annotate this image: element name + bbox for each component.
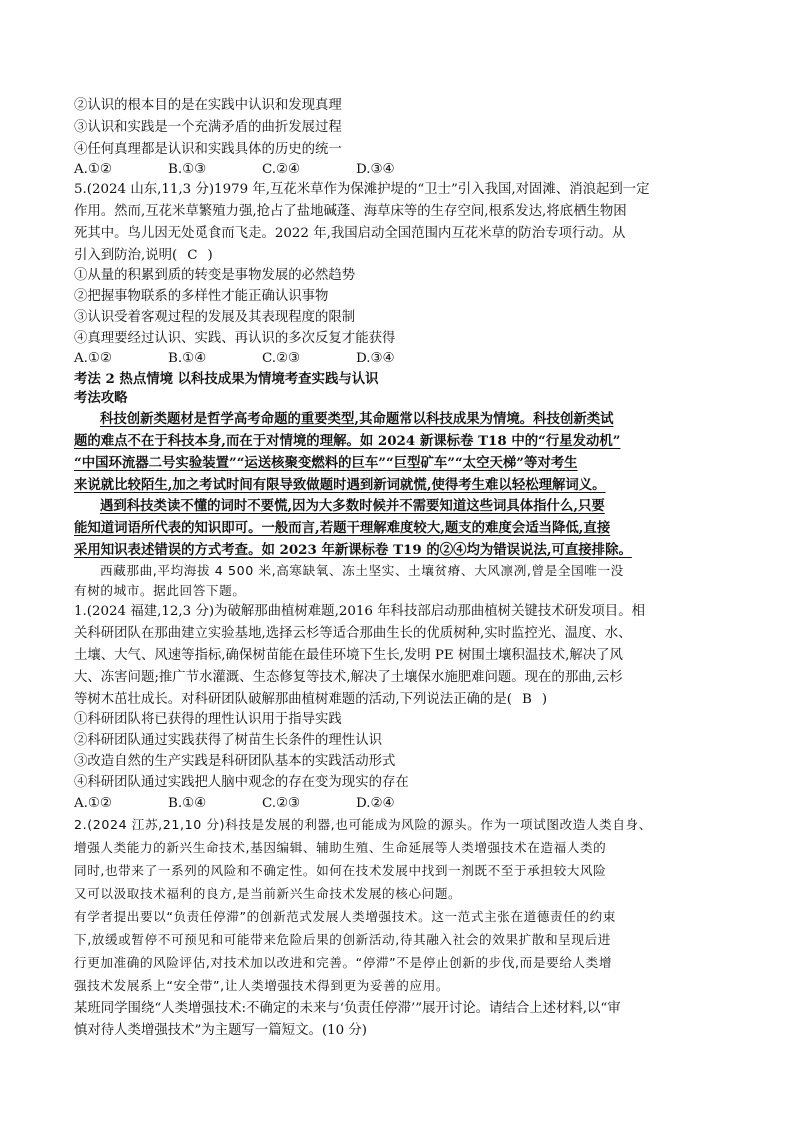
- q2-line-1: 2.(2024 江苏,21,10 分)科技是发展的利器,也可能成为风险的源头。作为一项试图改造人类自身、: [74, 817, 652, 832]
- strategy-p1-line-3: “中国环流器二号实验装置”“运送核聚变燃料的巨车”“巨型矿车”“太空天梯”等对考生: [74, 455, 578, 471]
- q5-statement-3: ③认识受着客观过程的发展及其表现程度的限制: [74, 310, 356, 325]
- q1-stem-end: ): [541, 692, 548, 707]
- material-intro-line-2: 有树的城市。据此回答下题。: [74, 583, 246, 598]
- prev-options: [74, 160, 450, 180]
- q5-line-2: 作用。然而,互花米草繁殖力强,抢占了盐地碱蓬、海草床等的生存空间,根系发达,将底栖生物困: [74, 204, 627, 219]
- q5-stem: 引入到防治,说明(: [74, 248, 178, 263]
- option-b: B.①④: [168, 351, 207, 366]
- section-heading: 考法 2 热点情境 以科技成果为情境考查实践与认识: [74, 371, 379, 387]
- q1-statement-3: ③改造自然的生产实践是科研团队基本的实践活动形式: [74, 754, 396, 769]
- option-a: A.①②: [74, 162, 112, 177]
- option-b: B.①③: [168, 162, 207, 177]
- material-intro-line-1: 西藏那曲,平均海拔 4 500 米,高寒缺氧、冻土坚实、土壤贫瘠、大风凛冽,曾是全国唯一没: [100, 563, 624, 578]
- q2-line-2: 增强人类能力的新兴生命技术,基因编辑、辅助生殖、生命延展等人类增强技术在造福人类的: [74, 840, 607, 855]
- option-d: D.②④: [356, 796, 395, 811]
- strategy-label: 考法攻略: [74, 390, 128, 406]
- q2-para2-line-2: 下,放缓或暂停不可预见和可能带来危险后果的创新活动,待其融入社会的效果扩散和呈现后进: [74, 932, 611, 947]
- strategy-p2-line-1: 遇到科技类读不懂的词时不要慌,因为大多数时候并不需要知道这些词具体指什么,只要: [100, 498, 605, 514]
- prev-statement-2: ②认识的根本目的是在实践中认识和发现真理: [74, 98, 342, 113]
- q1-options: [74, 794, 450, 814]
- q5-line-4: [74, 246, 213, 266]
- option-c: C.②③: [262, 796, 301, 811]
- q1-line-1: 1.(2024 福建,12,3 分)为破解那曲植树难题,2016 年科技部启动那曲植树关键技术研发项目。相: [74, 604, 645, 619]
- prev-statement-3: ③认识和实践是一个充满矛盾的曲折发展过程: [74, 120, 342, 135]
- q1-statement-1: ①科研团队将已获得的理性认识用于指导实践: [74, 712, 342, 727]
- q2-line-3: 同时,也带来了一系列的风险和不确定性。如何在技术发展中找到一剂既不至于承担较大风险: [74, 863, 607, 878]
- q5-line-3: 死其中。鸟儿因无处觅食而飞走。2022 年,我国启动全国范围内互花米草的防治专项行动。从: [74, 226, 626, 241]
- q5-statement-4: ④真理要经过认识、实践、再认识的多次反复才能获得: [74, 331, 396, 346]
- q5-line-1: 5.(2024 山东,11,3 分)1979 年,互花米草作为保滩护堤的“卫士”引入我国,对固滩、消浪起到一定: [74, 182, 650, 197]
- q1-line-2: 关科研团队在那曲建立实验基地,选择云杉等适合那曲生长的优质树种,实时监控光、温度、水、: [74, 626, 632, 641]
- strategy-p1-line-2: 题的难点不在于科技本身,而在于对情境的理解。如 2024 新课标卷 T18 中的“行星发动机”: [74, 433, 621, 449]
- q2-para2-line-1: 有学者提出要以“负责任停滞”的创新范式发展人类增强技术。这一范式主张在道德责任的约束: [74, 909, 616, 924]
- q1-line-5: [74, 690, 547, 710]
- q1-line-3: 土壤、大气、风速等指标,确保树苗能在最佳环境下生长,发明 PE 树围土壤积温技术,解决了风: [74, 648, 623, 663]
- q5-options: [74, 349, 450, 369]
- strategy-p2-line-2: 能知道词语所代表的知识即可。一般而言,若题干理解难度较大,题支的难度会适当降低,直接: [74, 520, 611, 536]
- q5-statement-1: ①从量的积累到质的转变是事物发展的必然趋势: [74, 268, 356, 283]
- q2-line-4: 又可以汲取技术福利的良方,是当前新兴生命技术发展的核心问题。: [74, 886, 462, 901]
- q5-answer: C: [187, 248, 198, 263]
- q1-line-4: 大、冻害问题;推广节水灌溉、生态修复等技术,解决了土壤保水施肥难问题。现在的那曲,云杉: [74, 670, 623, 685]
- option-a: A.①②: [74, 351, 112, 366]
- option-c: C.②④: [262, 162, 301, 177]
- strategy-p1-line-1: 科技创新类题材是哲学高考命题的重要类型,其命题常以科技成果为情境。科技创新类试: [100, 411, 614, 427]
- strategy-p2-line-3: 采用知识表述错误的方式考查。如 2023 年新课标卷 T19 的②④均为错误说法,可直接排除。: [74, 542, 632, 558]
- q5-stem-end: ): [207, 248, 213, 263]
- option-d: D.③④: [356, 162, 395, 177]
- option-b: B.①④: [168, 796, 207, 811]
- q1-statement-2: ②科研团队通过实践获得了树苗生长条件的理性认识: [74, 733, 382, 748]
- prev-statement-4: ④任何真理都是认识和实践具体的历史的统一: [74, 142, 342, 157]
- option-d: D.③④: [356, 351, 395, 366]
- q2-para2-line-4: 强技术发展系上“安全带”,让人类增强技术得到更为妥善的应用。: [74, 978, 450, 993]
- q2-para2-line-3: 行更加准确的风险评估,对技术加以改进和完善。“停滞”不是停止创新的步伐,而是要给人类增: [74, 955, 613, 970]
- q1-answer: B: [521, 692, 532, 707]
- q5-statement-2: ②把握事物联系的多样性才能正确认识事物: [74, 289, 329, 304]
- strategy-p1-line-4: 来说就比较陌生,加之考试时间有限导致做题时遇到新词就慌,使得考生难以轻松理解词义。: [74, 477, 606, 493]
- q2-task-line-2: 慎对待人类增强技术”为主题写一篇短文。(10 分): [74, 1023, 368, 1038]
- q1-stem: 等树木茁壮成长。对科研团队破解那曲植树难题的活动,下列说法正确的是(: [74, 692, 512, 707]
- option-a: A.①②: [74, 796, 112, 811]
- option-c: C.②③: [262, 351, 301, 366]
- q1-statement-4: ④科研团队通过实践把人脑中观念的存在变为现实的存在: [74, 775, 409, 790]
- q2-task-line-1: 某班同学围绕“人类增强技术:不确定的未来与‘负责任停滞’”展开讨论。请结合上述材料,以“审: [74, 1001, 621, 1016]
